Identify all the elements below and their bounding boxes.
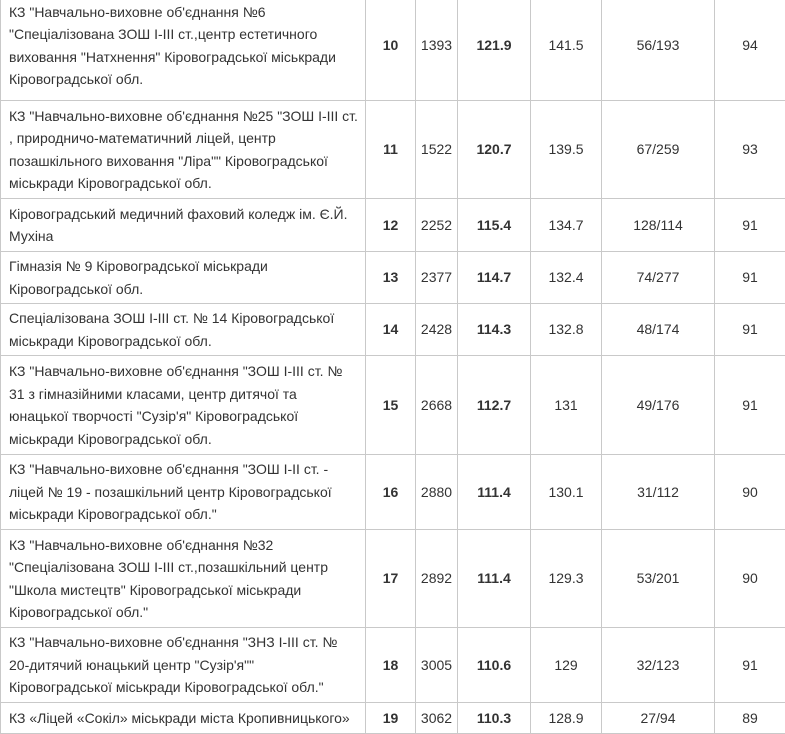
ratio-cell: 56/193: [602, 0, 715, 101]
school-name: КЗ "Навчально-виховне об'єднання "ЗНЗ I-III ст. № 20-дитячий юнацький центр "Сузір'я"" Кіровоградської міськради Кіровоградської обл.": [1, 628, 366, 703]
code-cell: 2880: [416, 455, 458, 530]
score-cell: 111.4: [458, 455, 531, 530]
percent-cell: 93: [715, 101, 785, 199]
rank-cell: 18: [366, 628, 416, 703]
score-cell: 110.6: [458, 628, 531, 703]
school-name: КЗ "Навчально-виховне об'єднання "ЗОШ I-III ст. № 31 з гімназійними класами, центр дитячої та юнацької творчості "Сузір'я" Кіровоградської міськради Кіровоградської обл.: [1, 356, 366, 455]
code-cell: 3062: [416, 703, 458, 734]
table-row: [1, 703, 785, 734]
school-name: Кіровоградський медичний фаховий коледж ім. Є.Й. Мухіна: [1, 199, 366, 252]
code-cell: 2428: [416, 304, 458, 356]
rank-cell: 19: [366, 703, 416, 734]
school-name: КЗ "Навчально-виховне об'єднання №32 "Спеціалізована ЗОШ I-III ст.,позашкільний центр "Школа мистецтв" Кіровоградської міськради Кіровоградської обл.": [1, 530, 366, 628]
score-cell: 114.7: [458, 252, 531, 304]
table-row: [1, 252, 785, 304]
table-row: [1, 628, 785, 703]
ratio-cell: 53/201: [602, 530, 715, 628]
school-name: КЗ "Навчально-виховне об'єднання №25 "ЗОШ I-III ст. , природничо-математичний ліцей, центр позашкільного виховання "Ліра"" Кіровоградської міськради Кіровоградської обл.: [1, 101, 366, 199]
ratio-cell: 74/277: [602, 252, 715, 304]
rank-cell: 10: [366, 0, 416, 101]
ratio-cell: 128/114: [602, 199, 715, 252]
rank-cell: 15: [366, 356, 416, 455]
school-name: КЗ «Ліцей «Сокіл» міськради міста Кропивницького»: [1, 703, 366, 734]
percent-cell: 91: [715, 252, 785, 304]
percent-cell: 90: [715, 455, 785, 530]
ratio-cell: 67/259: [602, 101, 715, 199]
score-cell: 120.7: [458, 101, 531, 199]
percent-cell: 89: [715, 703, 785, 734]
school-name: Гімназія № 9 Кіровоградської міськради Кіровоградської обл.: [1, 252, 366, 304]
code-cell: 1393: [416, 0, 458, 101]
average-cell: 130.1: [531, 455, 602, 530]
ratio-cell: 27/94: [602, 703, 715, 734]
percent-cell: 91: [715, 304, 785, 356]
school-name: КЗ "Навчально-виховне об'єднання "ЗОШ I-II ст. - ліцей № 19 - позашкільний центр Кіровоградської міськради Кіровоградської обл.": [1, 455, 366, 530]
ratio-cell: 31/112: [602, 455, 715, 530]
ratio-cell: 48/174: [602, 304, 715, 356]
school-name: Спеціалізована ЗОШ I-III ст. № 14 Кіровоградської міськради Кіровоградської обл.: [1, 304, 366, 356]
code-cell: 2892: [416, 530, 458, 628]
average-cell: 134.7: [531, 199, 602, 252]
score-cell: 115.4: [458, 199, 531, 252]
ratio-cell: 49/176: [602, 356, 715, 455]
percent-cell: 91: [715, 628, 785, 703]
code-cell: 2377: [416, 252, 458, 304]
rank-cell: 14: [366, 304, 416, 356]
table-row: [1, 0, 785, 101]
average-cell: 132.4: [531, 252, 602, 304]
average-cell: 128.9: [531, 703, 602, 734]
table-row: [1, 199, 785, 252]
percent-cell: 91: [715, 356, 785, 455]
ratio-cell: 32/123: [602, 628, 715, 703]
rank-cell: 17: [366, 530, 416, 628]
table-row: [1, 356, 785, 455]
average-cell: 132.8: [531, 304, 602, 356]
rank-cell: 13: [366, 252, 416, 304]
code-cell: 2252: [416, 199, 458, 252]
table-row: [1, 455, 785, 530]
average-cell: 131: [531, 356, 602, 455]
rank-cell: 12: [366, 199, 416, 252]
table-row: [1, 530, 785, 628]
percent-cell: 90: [715, 530, 785, 628]
score-cell: 121.9: [458, 0, 531, 101]
score-cell: 110.3: [458, 703, 531, 734]
rank-cell: 11: [366, 101, 416, 199]
average-cell: 129.3: [531, 530, 602, 628]
table-row: [1, 304, 785, 356]
average-cell: 141.5: [531, 0, 602, 101]
code-cell: 2668: [416, 356, 458, 455]
table-row: [1, 101, 785, 199]
average-cell: 139.5: [531, 101, 602, 199]
school-name: КЗ "Навчально-виховне об'єднання №6 "Спеціалізована ЗОШ I-III ст.,центр естетичного виховання "Натхнення" Кіровоградської міськради Кіровоградської обл.: [1, 0, 366, 101]
score-cell: 112.7: [458, 356, 531, 455]
code-cell: 3005: [416, 628, 458, 703]
code-cell: 1522: [416, 101, 458, 199]
percent-cell: 94: [715, 0, 785, 101]
score-cell: 114.3: [458, 304, 531, 356]
percent-cell: 91: [715, 199, 785, 252]
rank-cell: 16: [366, 455, 416, 530]
average-cell: 129: [531, 628, 602, 703]
score-cell: 111.4: [458, 530, 531, 628]
